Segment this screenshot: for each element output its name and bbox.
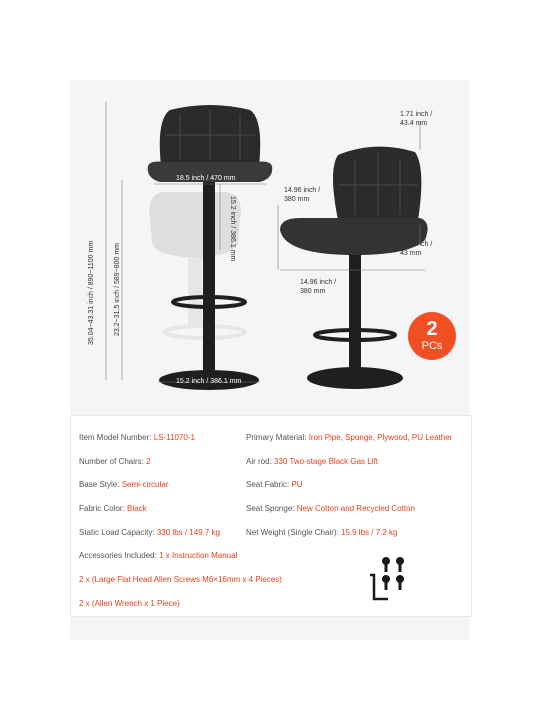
top-thickness-label: 1.71 inch / 43.4 mm xyxy=(400,111,433,127)
spec-load: Static Load Capacity: 330 lbs / 149.7 kg xyxy=(79,528,220,537)
spec-base: Base Style: Semi-circular xyxy=(79,480,169,489)
right-chair xyxy=(280,147,428,389)
back-depth-label: 14.96 inch / 380 mm xyxy=(284,187,321,203)
base-diameter-label: 15.2 inch / 386.1 mm xyxy=(176,378,242,385)
seat-depth-label: 14.96 inch / 380 mm xyxy=(300,279,337,295)
seat-thickness-label: 1.71 inch / 43 mm xyxy=(400,241,433,257)
spec-fabric: Seat Fabric: PU xyxy=(246,480,303,489)
quantity-badge xyxy=(408,312,456,360)
seat-height-label: 23.2~31.5 inch / 589~800 mm xyxy=(114,242,121,336)
seat-width-label: 18.5 inch / 470 mm xyxy=(176,175,236,182)
screws-wrench-icon xyxy=(364,555,424,605)
spec-sponge: Seat Sponge: New Cotton and Recycled Cotton xyxy=(246,504,416,513)
spec-airrod: Air rod: 330 Two-stage Black Gas Lift xyxy=(246,457,378,466)
total-height-label: 35.04~43.31 inch / 890~1100 mm xyxy=(88,240,95,345)
spec-accessories: Accessories Included: 1 x Instruction Manual xyxy=(79,551,238,560)
spec-weight: Net Weight (Single Chair): 15.9 lbs / 7.2 kg xyxy=(246,528,398,537)
spec-material: Primary Material: Iron Pipe, Sponge, Plywood, PU Leather xyxy=(246,433,453,442)
spec-color: Fabric Color: Black xyxy=(79,504,147,513)
spec-accessory-screws: 2 x (Large Flat Head Allen Screws M6×16mm x 4 Pieces) xyxy=(79,575,282,584)
badge-unit: PCs xyxy=(421,340,443,352)
spec-accessory-wrench: 2 x (Allen Wrench x 1 Piece) xyxy=(79,599,180,608)
badge-count: 2 xyxy=(426,318,438,340)
back-height-label: 15.2 inch / 386.1 mm xyxy=(229,196,236,262)
spec-model: Item Model Number: LS-11070-1 xyxy=(79,433,195,442)
spec-chairs: Number of Chairs: 2 xyxy=(79,457,151,466)
